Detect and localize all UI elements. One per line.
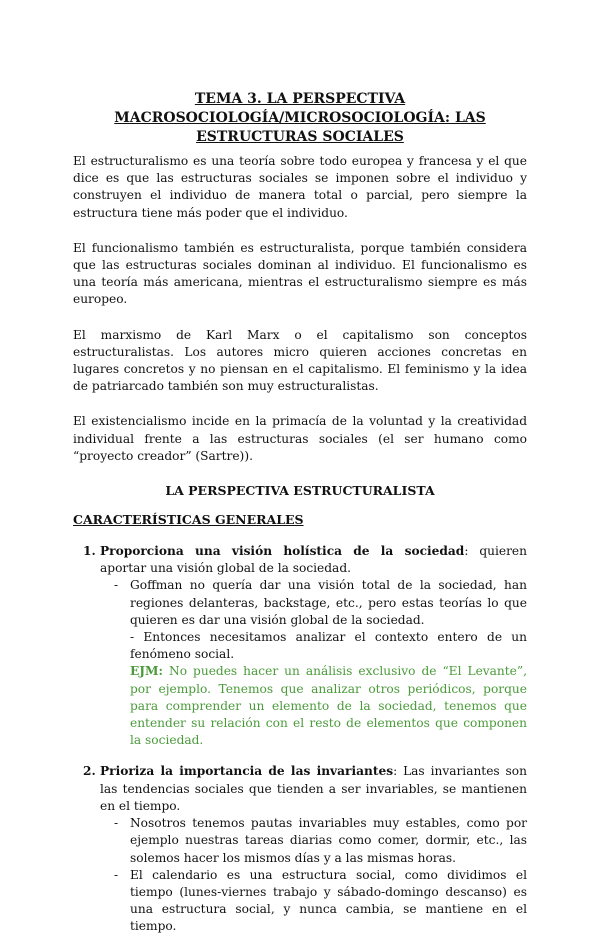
item-heading: Prioriza la importancia de las invariantes <box>100 764 394 779</box>
title-line-3: ESTRUCTURAS SOCIALES <box>196 129 404 145</box>
example-text: No puedes hacer un análisis exclusivo de “El Levante”, por ejemplo. Tenemos que analizar otros periódicos, porque para comprender un elemento de la sociedad, tenemos que entender su relación con el resto de elementos que componen la sociedad. <box>130 664 527 748</box>
title-line-2: MACROSOCIOLOGÍA/MICROSOCIOLOGÍA: LAS <box>114 110 486 126</box>
example-label: EJM: <box>130 664 164 679</box>
bullet-text: Goffman no quería dar una visión total de la sociedad, han regiones delanteras, backstage, etc., pero estas teorías lo que quieren es dar una visión global de la sociedad. <box>130 578 527 627</box>
example-note <box>130 663 527 749</box>
item-number: 2. <box>83 764 96 779</box>
bullet-text: El calendario es una estructura social, como dividimos el tiempo (lunes-viernes trabajo y sábado-domingo descanso) es una estructura social, y nunca cambia, se mantiene en el tiempo. <box>130 867 527 934</box>
item-heading: Proporciona una visión holística de la sociedad <box>100 544 465 559</box>
bullet-marker: - <box>114 867 119 882</box>
title-line-1: TEMA 3. LA PERSPECTIVA <box>194 91 406 107</box>
list-item <box>73 763 527 935</box>
item-text: : quieren aportar una visión global de la sociedad. <box>100 544 527 576</box>
subsection-title: CARACTERÍSTICAS GENERALES <box>73 512 304 528</box>
bullet-marker: - <box>114 816 119 831</box>
item-number: 1. <box>83 544 96 559</box>
item-text: : Las invariantes son las tendencias sociales que tienden a ser invariables, se mantienen en el tiempo. <box>100 764 527 813</box>
bullet-marker: - <box>114 578 119 593</box>
bullet-text: Nosotros tenemos pautas invariables muy estables, como por ejemplo nuestras tareas diarias como comer, dormir, etc., las solemos hacer los mismos días y a las mismas horas. <box>130 816 527 865</box>
document-title <box>73 90 527 147</box>
bullet-continuation: - Entonces necesitamos analizar el contexto entero de un fenómeno social. <box>130 630 527 662</box>
list-item <box>73 543 527 749</box>
paragraph-structuralism: El estructuralismo es una teoría sobre todo europea y francesa y el que dice es que las estructuras sociales se imponen sobre el individuo y construyen el individuo de manera total o parcial, pero siempre la estructura tiene más poder que el individuo. <box>73 154 527 220</box>
section-title: LA PERSPECTIVA ESTRUCTURALISTA <box>165 483 435 499</box>
paragraph-existentialism: El existencialismo incide en la primacía de la voluntad y la creatividad individual frente a las estructuras sociales (el ser humano como “proyecto creador” (Sartre)). <box>73 414 527 463</box>
paragraph-marxism: El marxismo de Karl Marx o el capitalismo son conceptos estructuralistas. Los autores micro quieren acciones concretas en lugares concretos y no piensan en el capitalismo. El feminismo y la idea de patriarcado también son muy estructuralistas. <box>73 327 527 394</box>
paragraph-functionalism: El funcionalismo también es estructuralista, porque también considera que las estructuras sociales dominan al individuo. El funcionalismo es una teoría más americana, mientras el estructuralismo siempre es más europeo. <box>73 240 527 307</box>
